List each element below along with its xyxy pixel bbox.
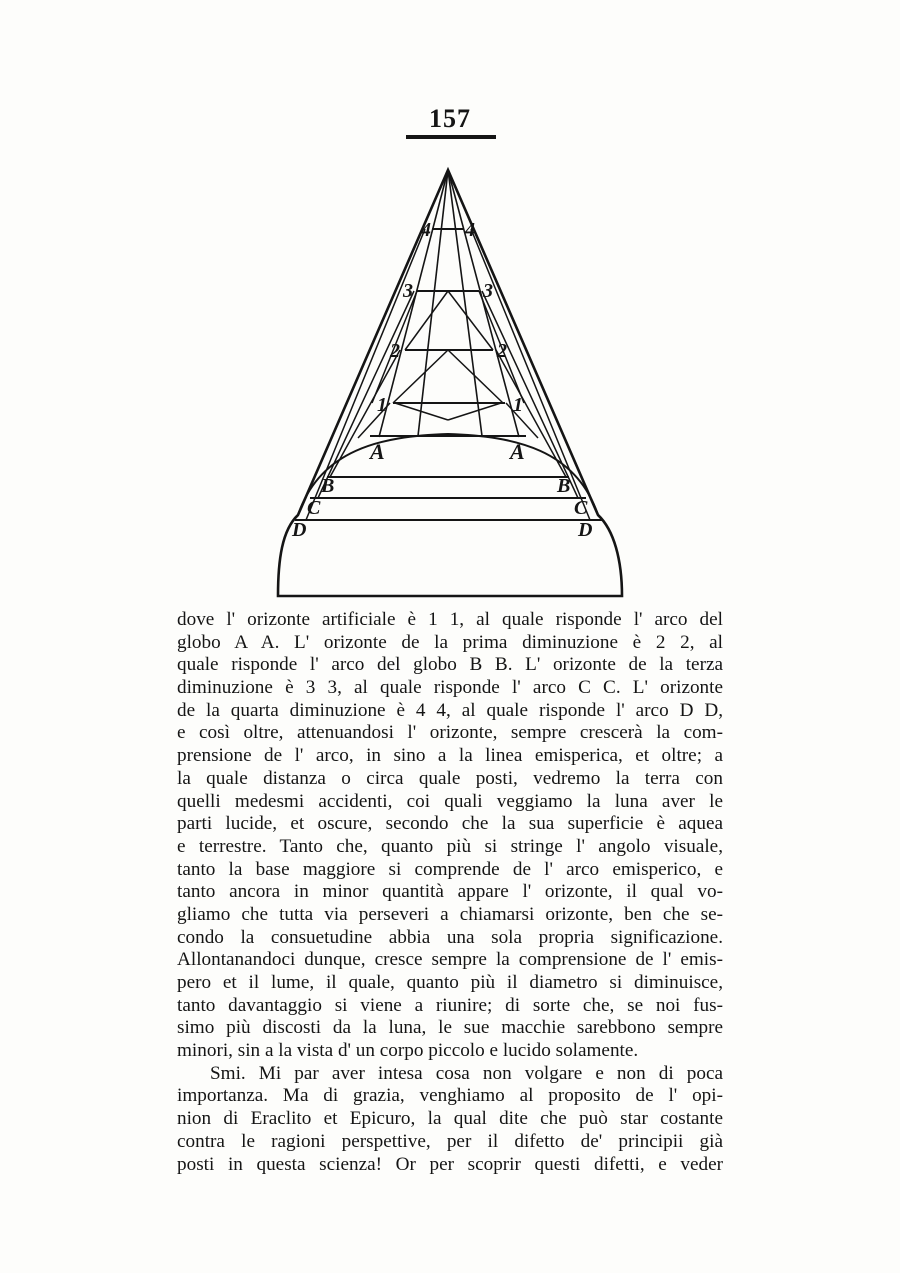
text-line: la quale distanza o circa quale posti, vedremo la terra con bbox=[177, 767, 723, 789]
text-line: simo più discosti da la luna, le sue macchie sarebbono sempre bbox=[177, 1017, 723, 1039]
page-number: 157 bbox=[429, 104, 471, 133]
label-3-right: 3 bbox=[483, 280, 493, 302]
text-line: dove l' orizonte artificiale è 1 1, al quale risponde l' arco del bbox=[177, 609, 723, 630]
text-line: nion di Eraclito et Epicuro, la qual dite che può star costante bbox=[177, 1108, 723, 1130]
text-line: Allontanandoci dunque, cresce sempre la comprensione de l' emis- bbox=[177, 949, 723, 971]
label-d-left: D bbox=[292, 519, 307, 541]
text-line: pero et il lume, il quale, quanto più il diametro si diminuisce, bbox=[177, 972, 723, 993]
text-line: Smi. Mi par aver intesa cosa non volgare e non di poca bbox=[210, 1062, 723, 1084]
text-line: importanza. Ma di grazia, venghiamo al proposito de l' opi- bbox=[177, 1085, 723, 1107]
text-line: tanto la base maggiore si comprende de l' arco emisperico, e bbox=[177, 858, 723, 880]
label-a-left: A bbox=[370, 439, 385, 464]
globe-arc bbox=[298, 434, 598, 515]
label-4-right: 4 bbox=[465, 219, 475, 241]
text-line: contra le ragioni perspettive, per il difetto de' principii già bbox=[177, 1130, 723, 1152]
label-1-right: 1 bbox=[513, 394, 523, 416]
text-line: tanto davantaggio si viene a riunire; di sorte che, se noi fus- bbox=[177, 994, 723, 1016]
text-line: gliamo che tutta via perseveri a chiamarsi orizonte, ben che se- bbox=[177, 903, 723, 925]
text-line: de la quarta diminuzione è 4 4, al quale risponde l' arco D D, bbox=[177, 699, 723, 721]
label-2-left: 2 bbox=[390, 340, 400, 362]
label-a-right: A bbox=[510, 439, 525, 464]
text-line: diminuzione è 3 3, al quale risponde l' arco C C. L' orizonte bbox=[177, 677, 723, 699]
horizon-chords bbox=[295, 229, 602, 520]
text-line: quale risponde l' arco del globo B B. L' orizonte de la terza bbox=[177, 654, 723, 676]
text-line: prensione de l' arco, in sino a la linea emisperica, et oltre; a bbox=[177, 745, 723, 767]
perspective-diagram bbox=[0, 0, 900, 620]
globe-outline bbox=[278, 170, 622, 596]
text-line: tanto ancora in minor quantità appare l' orizonte, il qual vo- bbox=[177, 881, 723, 903]
text-line: globo A A. L' orizonte de la prima diminuzione è 2 2, al bbox=[177, 631, 723, 653]
text-line: posti in questa scienza! Or per scoprir questi difetti, e veder bbox=[177, 1153, 723, 1175]
text-line: e terrestre. Tanto che, quanto più si stringe l' angolo visuale, bbox=[177, 835, 723, 857]
label-2-right: 2 bbox=[497, 340, 507, 362]
text-line: minori, sin a la vista d' un corpo piccolo e lucido solamente. bbox=[177, 1040, 639, 1062]
label-c-left: C bbox=[307, 497, 321, 519]
label-c-right: C bbox=[574, 497, 588, 519]
label-b-right: B bbox=[557, 475, 571, 497]
label-3-left: 3 bbox=[403, 280, 413, 302]
label-d-right: D bbox=[578, 519, 593, 541]
label-1-left: 1 bbox=[377, 394, 387, 416]
label-b-left: B bbox=[321, 475, 335, 497]
text-line: parti lucide, et oscure, secondo che la sua superficie è aquea bbox=[177, 813, 723, 835]
text-line: condo la consuetudine abbia una sola propria significazione. bbox=[177, 926, 723, 948]
text-line: e così oltre, attenuandosi l' orizonte, sempre crescerà la com- bbox=[177, 722, 723, 744]
body-text bbox=[177, 609, 723, 1176]
text-line: quelli medesmi accidenti, coi quali veggiamo la luna aver le bbox=[177, 790, 723, 812]
label-4-left: 4 bbox=[421, 219, 431, 241]
